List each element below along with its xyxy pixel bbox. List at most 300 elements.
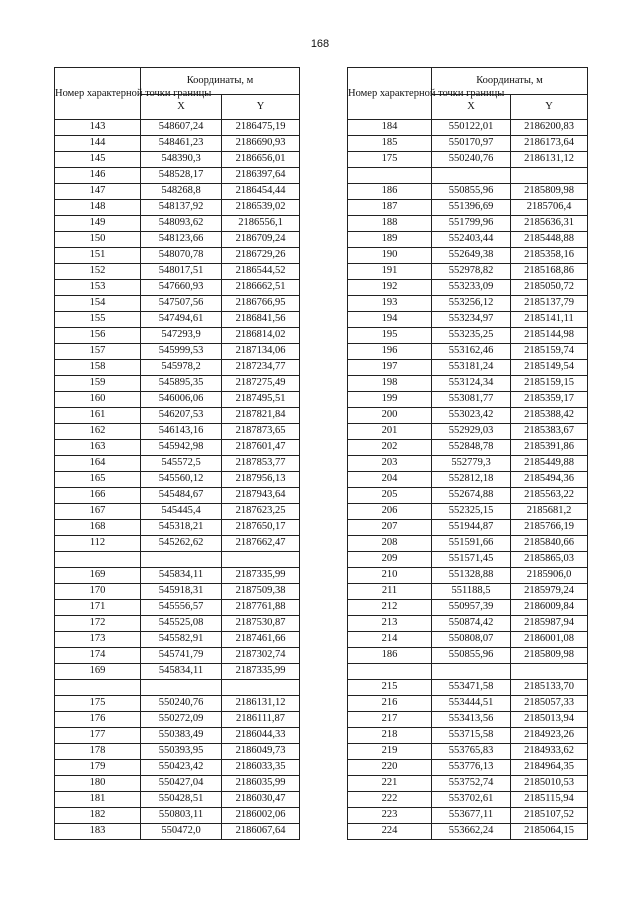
point-number-cell: 195 — [348, 328, 432, 344]
table-row — [348, 600, 588, 616]
y-coordinate-cell: 2186131,12 — [511, 152, 588, 168]
y-coordinate-cell: 2186200,83 — [511, 120, 588, 136]
point-number-cell: 203 — [348, 456, 432, 472]
y-coordinate-cell — [511, 664, 588, 680]
table-row — [55, 280, 300, 296]
y-coordinate-cell: 2185359,17 — [511, 392, 588, 408]
table-row — [55, 456, 300, 472]
x-coordinate-cell: 550803,11 — [141, 808, 222, 824]
x-coordinate-cell: 548070,78 — [141, 248, 222, 264]
table-row — [55, 248, 300, 264]
table-row — [55, 808, 300, 824]
point-number-cell: 165 — [55, 472, 141, 488]
table-row — [348, 808, 588, 824]
point-number-cell: 182 — [55, 808, 141, 824]
x-coordinate-cell: 552848,78 — [432, 440, 511, 456]
y-coordinate-cell: 2187623,25 — [222, 504, 300, 520]
point-number-cell: 188 — [348, 216, 432, 232]
x-coordinate-cell: 545445,4 — [141, 504, 222, 520]
table-row — [55, 792, 300, 808]
y-coordinate-cell: 2186475,19 — [222, 120, 300, 136]
table-row — [348, 184, 588, 200]
table-row — [348, 216, 588, 232]
point-number-cell: 178 — [55, 744, 141, 760]
y-coordinate-cell: 2185383,67 — [511, 424, 588, 440]
x-coordinate-cell: 551571,45 — [432, 552, 511, 568]
y-coordinate-cell: 2185987,94 — [511, 616, 588, 632]
point-number-cell: 145 — [55, 152, 141, 168]
x-coordinate-cell: 553413,56 — [432, 712, 511, 728]
point-number-cell: 161 — [55, 408, 141, 424]
x-coordinate-cell: 545560,12 — [141, 472, 222, 488]
table-row — [55, 584, 300, 600]
table-row — [348, 744, 588, 760]
point-number-cell: 218 — [348, 728, 432, 744]
table-row — [55, 712, 300, 728]
x-coordinate-cell: 550855,96 — [432, 648, 511, 664]
table-row — [348, 776, 588, 792]
table-row — [348, 616, 588, 632]
y-coordinate-cell: 2186033,35 — [222, 760, 300, 776]
point-number-cell: 168 — [55, 520, 141, 536]
table-row — [348, 264, 588, 280]
table-row — [348, 648, 588, 664]
table-row — [348, 536, 588, 552]
x-coordinate-cell: 553702,61 — [432, 792, 511, 808]
point-number-cell: 151 — [55, 248, 141, 264]
table-row — [55, 168, 300, 184]
point-number-cell: 162 — [55, 424, 141, 440]
x-coordinate-cell: 545999,53 — [141, 344, 222, 360]
table-row — [348, 344, 588, 360]
y-coordinate-cell: 2185133,70 — [511, 680, 588, 696]
point-number-cell: 173 — [55, 632, 141, 648]
table-row — [55, 152, 300, 168]
x-coordinate-cell — [141, 680, 222, 696]
table-row — [55, 728, 300, 744]
y-coordinate-cell: 2186556,1 — [222, 216, 300, 232]
x-coordinate-cell: 552403,44 — [432, 232, 511, 248]
x-coordinate-cell: 545525,08 — [141, 616, 222, 632]
point-number-cell: 196 — [348, 344, 432, 360]
point-number-cell: 199 — [348, 392, 432, 408]
point-number-cell: 184 — [348, 120, 432, 136]
point-number-cell: 143 — [55, 120, 141, 136]
point-number-cell: 209 — [348, 552, 432, 568]
table-row — [55, 360, 300, 376]
x-coordinate-cell: 550240,76 — [141, 696, 222, 712]
point-number-cell: 157 — [55, 344, 141, 360]
point-number-cell: 177 — [55, 728, 141, 744]
x-column-header: X — [141, 95, 222, 120]
x-coordinate-cell: 548137,92 — [141, 200, 222, 216]
y-coordinate-cell: 2185057,33 — [511, 696, 588, 712]
x-coordinate-cell: 553235,25 — [432, 328, 511, 344]
point-number-cell: 183 — [55, 824, 141, 840]
table-row — [348, 424, 588, 440]
point-number-cell: 215 — [348, 680, 432, 696]
y-coordinate-cell: 2186656,01 — [222, 152, 300, 168]
point-number-cell: 154 — [55, 296, 141, 312]
y-coordinate-cell: 2186111,87 — [222, 712, 300, 728]
x-coordinate-cell: 553662,24 — [432, 824, 511, 840]
point-number-cell: 164 — [55, 456, 141, 472]
y-coordinate-cell: 2187873,65 — [222, 424, 300, 440]
point-number-cell: 213 — [348, 616, 432, 632]
y-coordinate-cell: 2187601,47 — [222, 440, 300, 456]
x-coordinate-cell: 548461,23 — [141, 136, 222, 152]
y-coordinate-cell: 2185010,53 — [511, 776, 588, 792]
point-number-cell: 156 — [55, 328, 141, 344]
y-coordinate-cell: 2185159,74 — [511, 344, 588, 360]
table-row — [348, 760, 588, 776]
table-row — [55, 312, 300, 328]
x-coordinate-cell: 553234,97 — [432, 312, 511, 328]
table-row — [348, 488, 588, 504]
point-number-cell: 191 — [348, 264, 432, 280]
point-number-cell: 187 — [348, 200, 432, 216]
table-row — [55, 440, 300, 456]
table-row — [348, 792, 588, 808]
x-coordinate-cell: 553162,46 — [432, 344, 511, 360]
y-coordinate-cell: 2185115,94 — [511, 792, 588, 808]
point-number-cell: 186 — [348, 184, 432, 200]
y-coordinate-cell: 2186690,93 — [222, 136, 300, 152]
coordinates-header: Координаты, м — [141, 68, 300, 95]
x-coordinate-cell — [141, 552, 222, 568]
point-number-cell: 147 — [55, 184, 141, 200]
point-number-cell: 211 — [348, 584, 432, 600]
coordinates-table-right — [347, 67, 588, 840]
table-row — [55, 632, 300, 648]
table-row — [55, 392, 300, 408]
table-row — [55, 664, 300, 680]
x-coordinate-cell: 553181,24 — [432, 360, 511, 376]
y-coordinate-cell: 2185979,24 — [511, 584, 588, 600]
point-number-cell: 172 — [55, 616, 141, 632]
y-coordinate-cell: 2185050,72 — [511, 280, 588, 296]
table-row — [55, 408, 300, 424]
table-row — [55, 296, 300, 312]
point-number-cell: 169 — [55, 664, 141, 680]
x-coordinate-cell: 552779,3 — [432, 456, 511, 472]
y-column-header: Y — [222, 95, 300, 120]
point-number-cell: 219 — [348, 744, 432, 760]
x-coordinate-cell: 548123,66 — [141, 232, 222, 248]
table-row — [55, 648, 300, 664]
point-number-cell: 208 — [348, 536, 432, 552]
y-coordinate-cell: 2185448,88 — [511, 232, 588, 248]
y-coordinate-cell: 2187302,74 — [222, 648, 300, 664]
y-coordinate-cell: 2185809,98 — [511, 184, 588, 200]
y-coordinate-cell: 2186173,64 — [511, 136, 588, 152]
y-coordinate-cell: 2186009,84 — [511, 600, 588, 616]
page-number: 168 — [310, 38, 330, 50]
table-row — [348, 568, 588, 584]
point-number-cell: 174 — [55, 648, 141, 664]
coordinates-table-left — [54, 67, 300, 840]
x-coordinate-cell: 550423,42 — [141, 760, 222, 776]
x-coordinate-cell: 545918,31 — [141, 584, 222, 600]
point-number-cell: 158 — [55, 360, 141, 376]
x-coordinate-cell: 552649,38 — [432, 248, 511, 264]
point-number-cell — [348, 664, 432, 680]
point-number-cell — [55, 552, 141, 568]
table-row — [348, 152, 588, 168]
table-row — [348, 296, 588, 312]
x-coordinate-cell: 545741,79 — [141, 648, 222, 664]
table-row — [55, 184, 300, 200]
y-coordinate-cell: 2186766,95 — [222, 296, 300, 312]
point-number-cell: 205 — [348, 488, 432, 504]
x-coordinate-cell: 551799,96 — [432, 216, 511, 232]
x-coordinate-cell: 550874,42 — [432, 616, 511, 632]
x-coordinate-cell: 546143,16 — [141, 424, 222, 440]
point-number-cell: 163 — [55, 440, 141, 456]
x-coordinate-cell: 545942,98 — [141, 440, 222, 456]
point-number-cell: 223 — [348, 808, 432, 824]
point-number-cell: 197 — [348, 360, 432, 376]
y-coordinate-cell — [222, 680, 300, 696]
table-row — [55, 488, 300, 504]
point-number-cell: 112 — [55, 536, 141, 552]
table-row — [348, 696, 588, 712]
x-coordinate-cell: 548017,51 — [141, 264, 222, 280]
point-number-cell: 170 — [55, 584, 141, 600]
x-coordinate-cell: 551188,5 — [432, 584, 511, 600]
x-coordinate-cell: 553081,77 — [432, 392, 511, 408]
x-coordinate-cell: 550855,96 — [432, 184, 511, 200]
y-coordinate-cell: 2185144,98 — [511, 328, 588, 344]
y-coordinate-cell: 2187495,51 — [222, 392, 300, 408]
x-coordinate-cell: 551396,69 — [432, 200, 511, 216]
point-number-cell: 210 — [348, 568, 432, 584]
x-coordinate-cell: 552812,18 — [432, 472, 511, 488]
y-coordinate-cell: 2187650,17 — [222, 520, 300, 536]
x-coordinate-cell: 546006,06 — [141, 392, 222, 408]
point-number-cell: 175 — [348, 152, 432, 168]
x-coordinate-cell: 553677,11 — [432, 808, 511, 824]
point-number-cell: 202 — [348, 440, 432, 456]
y-coordinate-cell: 2187821,84 — [222, 408, 300, 424]
point-number-cell — [348, 168, 432, 184]
y-coordinate-cell: 2186131,12 — [222, 696, 300, 712]
table-row — [55, 200, 300, 216]
table-row — [348, 520, 588, 536]
point-number-cell: 171 — [55, 600, 141, 616]
table-row — [348, 200, 588, 216]
y-coordinate-cell: 2185766,19 — [511, 520, 588, 536]
table-row — [55, 136, 300, 152]
point-number-cell: 166 — [55, 488, 141, 504]
point-number-cell: 169 — [55, 568, 141, 584]
y-coordinate-cell: 2184933,62 — [511, 744, 588, 760]
point-number-cell: 180 — [55, 776, 141, 792]
point-number-cell: 190 — [348, 248, 432, 264]
x-coordinate-cell: 550957,39 — [432, 600, 511, 616]
table-body-left — [55, 120, 300, 840]
point-number-header: Номер характерной точки границы — [348, 68, 432, 120]
table-row — [55, 616, 300, 632]
point-number-cell: 207 — [348, 520, 432, 536]
table-row — [55, 472, 300, 488]
y-coordinate-cell: 2185906,0 — [511, 568, 588, 584]
y-coordinate-cell: 2186044,33 — [222, 728, 300, 744]
y-coordinate-cell: 2185809,98 — [511, 648, 588, 664]
x-coordinate-cell: 553765,83 — [432, 744, 511, 760]
x-coordinate-cell: 553776,13 — [432, 760, 511, 776]
y-coordinate-cell: 2187509,38 — [222, 584, 300, 600]
x-coordinate-cell: 553471,58 — [432, 680, 511, 696]
point-number-cell: 214 — [348, 632, 432, 648]
y-coordinate-cell — [511, 168, 588, 184]
x-coordinate-cell: 548093,62 — [141, 216, 222, 232]
y-coordinate-cell: 2185064,15 — [511, 824, 588, 840]
table-row — [55, 120, 300, 136]
table-row — [55, 504, 300, 520]
x-coordinate-cell: 545895,35 — [141, 376, 222, 392]
point-number-cell: 222 — [348, 792, 432, 808]
y-coordinate-cell: 2187956,13 — [222, 472, 300, 488]
table-row — [55, 680, 300, 696]
table-row — [55, 696, 300, 712]
x-coordinate-cell: 553256,12 — [432, 296, 511, 312]
y-coordinate-cell: 2186729,26 — [222, 248, 300, 264]
table-row — [348, 360, 588, 376]
y-coordinate-cell: 2187335,99 — [222, 664, 300, 680]
table-row — [348, 712, 588, 728]
table-row — [55, 520, 300, 536]
table-row — [55, 600, 300, 616]
table-row — [348, 504, 588, 520]
y-coordinate-cell: 2184964,35 — [511, 760, 588, 776]
point-number-cell: 204 — [348, 472, 432, 488]
x-coordinate-cell: 552674,88 — [432, 488, 511, 504]
point-number-cell: 185 — [348, 136, 432, 152]
table-row — [348, 584, 588, 600]
x-coordinate-cell: 545318,21 — [141, 520, 222, 536]
y-coordinate-cell: 2185636,31 — [511, 216, 588, 232]
table-row — [55, 328, 300, 344]
point-number-cell: 160 — [55, 392, 141, 408]
y-coordinate-cell: 2185159,15 — [511, 376, 588, 392]
x-coordinate-cell: 551944,87 — [432, 520, 511, 536]
table-row — [348, 472, 588, 488]
table-row — [348, 280, 588, 296]
x-coordinate-cell: 553752,74 — [432, 776, 511, 792]
table-row — [348, 248, 588, 264]
point-number-cell: 149 — [55, 216, 141, 232]
point-number-cell: 206 — [348, 504, 432, 520]
table-row — [348, 408, 588, 424]
table-row — [348, 168, 588, 184]
y-coordinate-cell: 2186049,73 — [222, 744, 300, 760]
x-coordinate-cell: 545978,2 — [141, 360, 222, 376]
x-coordinate-cell: 552929,03 — [432, 424, 511, 440]
x-coordinate-cell — [432, 664, 511, 680]
point-number-cell: 220 — [348, 760, 432, 776]
x-coordinate-cell: 550240,76 — [432, 152, 511, 168]
point-number-cell: 179 — [55, 760, 141, 776]
x-coordinate-cell: 551591,66 — [432, 536, 511, 552]
y-coordinate-cell: 2186814,02 — [222, 328, 300, 344]
point-number-cell: 150 — [55, 232, 141, 248]
table-row — [348, 136, 588, 152]
y-coordinate-cell: 2187662,47 — [222, 536, 300, 552]
point-number-cell: 189 — [348, 232, 432, 248]
x-coordinate-cell: 550427,04 — [141, 776, 222, 792]
table-row — [55, 232, 300, 248]
y-coordinate-cell: 2186397,64 — [222, 168, 300, 184]
table-row — [55, 744, 300, 760]
table-row — [55, 536, 300, 552]
y-coordinate-cell: 2185013,94 — [511, 712, 588, 728]
table-row — [348, 632, 588, 648]
x-coordinate-cell: 547660,93 — [141, 280, 222, 296]
x-coordinate-cell: 545556,57 — [141, 600, 222, 616]
y-coordinate-cell: 2186539,02 — [222, 200, 300, 216]
x-coordinate-cell: 547293,9 — [141, 328, 222, 344]
y-coordinate-cell: 2187234,77 — [222, 360, 300, 376]
y-coordinate-cell: 2186544,52 — [222, 264, 300, 280]
table-row — [55, 216, 300, 232]
point-number-cell: 221 — [348, 776, 432, 792]
table-row — [55, 760, 300, 776]
table-row — [348, 664, 588, 680]
point-number-cell: 159 — [55, 376, 141, 392]
y-coordinate-cell — [222, 552, 300, 568]
point-number-cell: 148 — [55, 200, 141, 216]
x-coordinate-cell: 553233,09 — [432, 280, 511, 296]
x-coordinate-cell: 548268,8 — [141, 184, 222, 200]
y-coordinate-cell: 2185706,4 — [511, 200, 588, 216]
y-coordinate-cell: 2185865,03 — [511, 552, 588, 568]
table-row — [348, 120, 588, 136]
y-coordinate-cell: 2185358,16 — [511, 248, 588, 264]
x-coordinate-cell: 545572,5 — [141, 456, 222, 472]
point-number-cell: 217 — [348, 712, 432, 728]
point-number-cell: 224 — [348, 824, 432, 840]
y-coordinate-cell: 2186002,06 — [222, 808, 300, 824]
x-coordinate-cell: 550122,01 — [432, 120, 511, 136]
y-coordinate-cell: 2185149,54 — [511, 360, 588, 376]
x-coordinate-cell: 546207,53 — [141, 408, 222, 424]
y-coordinate-cell: 2185137,79 — [511, 296, 588, 312]
y-coordinate-cell: 2184923,26 — [511, 728, 588, 744]
y-coordinate-cell: 2187530,87 — [222, 616, 300, 632]
y-coordinate-cell: 2185681,2 — [511, 504, 588, 520]
point-number-cell: 144 — [55, 136, 141, 152]
point-number-cell: 155 — [55, 312, 141, 328]
y-coordinate-cell: 2185141,11 — [511, 312, 588, 328]
point-number-cell: 146 — [55, 168, 141, 184]
y-coordinate-cell: 2187275,49 — [222, 376, 300, 392]
y-coordinate-cell: 2185107,52 — [511, 808, 588, 824]
point-number-cell: 192 — [348, 280, 432, 296]
y-coordinate-cell: 2186001,08 — [511, 632, 588, 648]
x-coordinate-cell — [432, 168, 511, 184]
y-coordinate-cell: 2187461,66 — [222, 632, 300, 648]
table-row — [348, 328, 588, 344]
x-coordinate-cell: 545834,11 — [141, 664, 222, 680]
point-number-cell: 186 — [348, 648, 432, 664]
x-coordinate-cell: 545834,11 — [141, 568, 222, 584]
table-row — [55, 344, 300, 360]
x-coordinate-cell: 550170,97 — [432, 136, 511, 152]
y-coordinate-cell: 2186662,51 — [222, 280, 300, 296]
x-coordinate-cell: 553444,51 — [432, 696, 511, 712]
y-coordinate-cell: 2185494,36 — [511, 472, 588, 488]
